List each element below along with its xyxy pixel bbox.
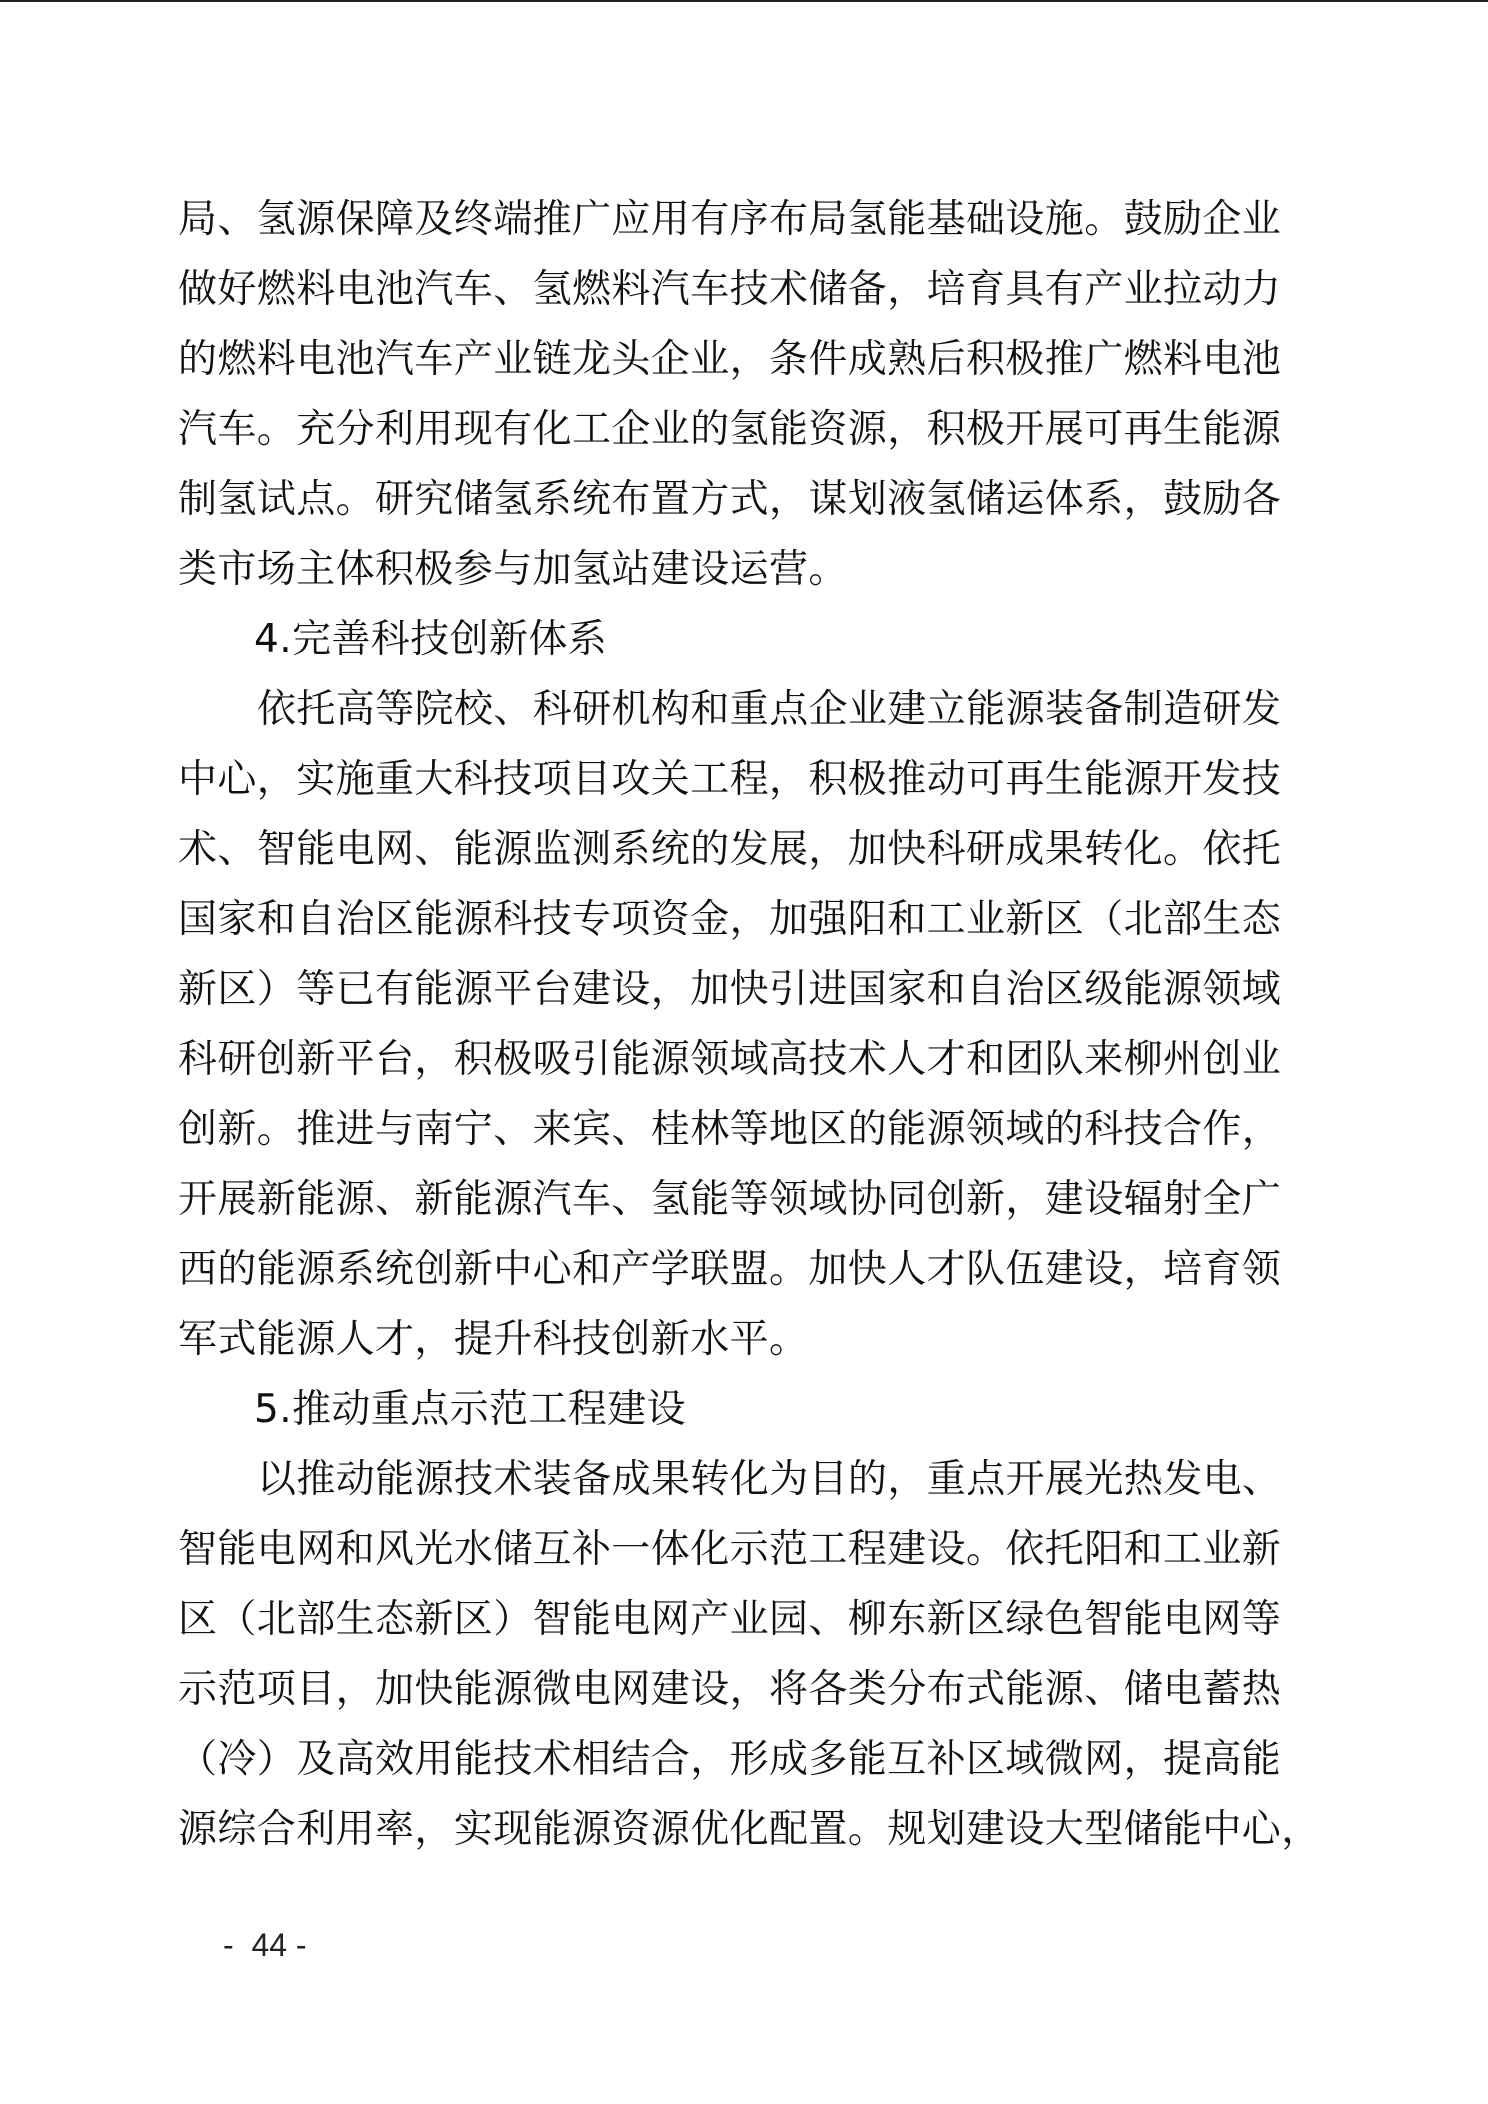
text-line: 国家和自治区能源科技专项资金，加强阳和工业新区（北部生态 (178, 897, 1282, 942)
text-line: 做好燃料电池汽车、氢燃料汽车技术储备，培育具有产业拉动力 (178, 267, 1282, 312)
text-line: 智能电网和风光水储互补一体化示范工程建设。依托阳和工业新 (178, 1527, 1282, 1572)
top-border-line (0, 0, 1488, 2)
section-heading-5: 5.推动重点示范工程建设 (254, 1387, 687, 1432)
text-line: 西的能源系统创新中心和产学联盟。加快人才队伍建设，培育领 (178, 1247, 1282, 1292)
text-line: 术、智能电网、能源监测系统的发展，加快科研成果转化。依托 (178, 827, 1282, 872)
text-line: 依托高等院校、科研机构和重点企业建立能源装备制造研发 (257, 687, 1282, 732)
text-line: 创新。推进与南宁、来宾、桂林等地区的能源领域的科技合作， (178, 1107, 1282, 1152)
text-line: 新区）等已有能源平台建设，加快引进国家和自治区级能源领域 (178, 967, 1282, 1012)
text-line: （冷）及高效用能技术相结合，形成多能互补区域微网，提高能 (178, 1737, 1282, 1782)
text-line: 的燃料电池汽车产业链龙头企业，条件成熟后积极推广燃料电池 (178, 337, 1282, 382)
text-line: 局、氢源保障及终端推广应用有序布局氢能基础设施。鼓励企业 (178, 197, 1282, 242)
section-heading-4: 4.完善科技创新体系 (254, 617, 608, 662)
text-line: 区（北部生态新区）智能电网产业园、柳东新区绿色智能电网等 (178, 1597, 1282, 1642)
text-line: 汽车。充分利用现有化工企业的氢能资源，积极开展可再生能源 (178, 407, 1282, 452)
text-line: 科研创新平台，积极吸引能源领域高技术人才和团队来柳州创业 (178, 1037, 1282, 1082)
text-line: 源综合利用率，实现能源资源优化配置。规划建设大型储能中心， (178, 1807, 1321, 1852)
paragraph-hydrogen-infrastructure (178, 185, 1313, 605)
paragraph-demo-projects (178, 1445, 1321, 1865)
paragraph-tech-innovation (178, 675, 1313, 1375)
text-line: 类市场主体积极参与加氢站建设运营。 (178, 547, 848, 592)
text-line: 制氢试点。研究储氢系统布置方式，谋划液氢储运体系，鼓励各 (178, 477, 1282, 522)
text-line: 开展新能源、新能源汽车、氢能等领域协同创新，建设辐射全广 (178, 1177, 1282, 1222)
document-body (178, 185, 1321, 1865)
text-line: 中心，实施重大科技项目攻关工程，积极推动可再生能源开发技 (178, 757, 1282, 802)
text-line: 示范项目，加快能源微电网建设，将各类分布式能源、储电蓄热 (178, 1667, 1282, 1712)
text-line: 军式能源人才，提升科技创新水平。 (178, 1317, 809, 1362)
text-line: 以推动能源技术装备成果转化为目的，重点开展光热发电、 (257, 1457, 1282, 1502)
page-number: - 44 - (223, 1927, 307, 1963)
